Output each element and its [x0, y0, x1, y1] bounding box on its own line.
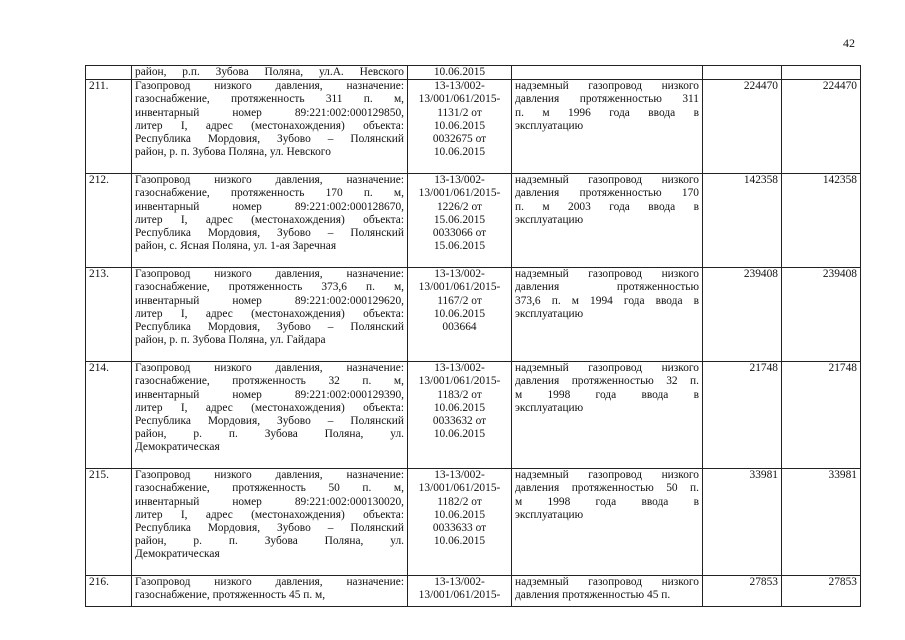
desc-line: Газопровод низкого давления, назначение:	[135, 469, 404, 482]
reg-line: 10.06.2015	[433, 146, 486, 159]
reg-line: 13/001/061/2015-	[418, 93, 501, 106]
reg-line: 0032675 от	[432, 133, 487, 146]
desc-line: литер I, адрес (местонахождения) объекта:	[135, 508, 404, 521]
desc-line: Республика Мордовия, Зубово – Полянский	[135, 133, 404, 146]
row-number-cell: 212.	[86, 174, 132, 268]
characteristics-cell	[512, 80, 703, 174]
desc-line: район, р.п. Зубова Поляна, ул.А. Невского	[135, 66, 404, 78]
desc-line: Республика Мордовия, Зубово – Полянский	[135, 522, 404, 535]
note-line: надземный газопровод низкого	[515, 362, 699, 375]
value-cell: 224470	[782, 80, 861, 174]
table-row	[86, 362, 861, 469]
reg-line: 13-13/002-	[434, 80, 485, 93]
desc-line: Республика Мордовия, Зубово – Полянский	[135, 321, 404, 334]
reg-line: 10.06.2015	[433, 428, 486, 441]
row-number-cell: 215.	[86, 469, 132, 576]
characteristics-cell	[512, 268, 703, 362]
note-line: надземный газопровод низкого	[515, 268, 699, 281]
desc-line: Республика Мордовия, Зубово – Полянский	[135, 227, 404, 240]
value-cell: 33981	[782, 469, 861, 576]
table-row	[86, 268, 861, 362]
note-line: м 1998 года ввода в	[515, 495, 699, 508]
reg-line: 0033632 от	[432, 415, 487, 428]
characteristics-cell	[512, 362, 703, 469]
registration-cell	[408, 80, 512, 174]
desc-line: газоснабжение, протяженность 373,6 п. м,	[135, 281, 404, 294]
reg-line: 1167/2 от	[437, 294, 482, 307]
note-line: давления протяженностью 45 п.	[515, 589, 671, 602]
table-row	[86, 174, 861, 268]
object-description-cell	[132, 576, 408, 607]
object-description-cell	[132, 268, 408, 362]
reg-line: 13/001/061/2015-	[418, 281, 501, 294]
note-line: п. м 1996 года ввода в	[515, 106, 699, 119]
reg-line: 1131/2 от	[437, 106, 482, 119]
note-line: давления протяженностью 311	[515, 93, 699, 106]
desc-line: район, р. п. Зубова Поляна, ул. Гайдара	[135, 334, 326, 347]
desc-line: Газопровод низкого давления, назначение:	[135, 80, 404, 93]
value-cell	[782, 66, 861, 80]
desc-line: газоснабжение, протяженность 32 п. м,	[135, 375, 404, 388]
desc-line: инвентарный номер 89:221:002:000130020,	[135, 495, 404, 508]
reg-line: 13/001/061/2015-	[418, 482, 501, 495]
value-cell	[703, 66, 782, 80]
desc-line: район, р. п. Зубова Поляна, ул. Невского	[135, 146, 331, 159]
note-line: надземный газопровод низкого	[515, 174, 699, 187]
note-line: эксплуатацию	[515, 213, 584, 226]
page-number: 42	[843, 36, 855, 50]
desc-line: газоснабжение, протяженность 45 п. м,	[135, 589, 326, 602]
registration-cell	[408, 66, 512, 80]
table-row	[86, 80, 861, 174]
reg-line: 13-13/002-	[434, 576, 485, 589]
note-line: давления протяженностью	[515, 281, 699, 294]
value-cell: 224470	[703, 80, 782, 174]
value-cell: 239408	[703, 268, 782, 362]
table-row	[86, 66, 861, 80]
characteristics-cell	[512, 576, 703, 607]
table-row	[86, 576, 861, 607]
reg-line: 1183/2 от	[437, 388, 482, 401]
reg-line: 10.06.2015	[433, 535, 486, 548]
desc-line: газоснабжение, протяженность 50 п. м,	[135, 482, 404, 495]
note-line: надземный газопровод низкого	[515, 576, 699, 589]
registration-cell	[408, 268, 512, 362]
desc-line: Демократическая	[135, 548, 220, 561]
characteristics-cell	[512, 469, 703, 576]
reg-line: 13-13/002-	[434, 469, 485, 482]
characteristics-cell	[512, 66, 703, 80]
desc-line: инвентарный номер 89:221:002:000128670,	[135, 200, 404, 213]
characteristics-cell	[512, 174, 703, 268]
row-number-cell: 213.	[86, 268, 132, 362]
table-row	[86, 469, 861, 576]
reg-line: 0033066 от	[432, 227, 487, 240]
reg-line: 10.06.2015	[433, 508, 486, 521]
value-cell: 239408	[782, 268, 861, 362]
object-description-cell	[132, 362, 408, 469]
value-cell: 142358	[703, 174, 782, 268]
desc-line: литер I, адрес (местонахождения) объекта:	[135, 401, 404, 414]
desc-line: район, р. п. Зубова Поляна, ул.	[135, 535, 404, 548]
note-line: м 1998 года ввода в	[515, 388, 699, 401]
value-cell: 21748	[703, 362, 782, 469]
note-line: п. м 2003 года ввода в	[515, 200, 699, 213]
desc-line: инвентарный номер 89:221:002:000129390,	[135, 388, 404, 401]
note-line: надземный газопровод низкого	[515, 469, 699, 482]
desc-line: Демократическая	[135, 441, 220, 454]
note-line: эксплуатацию	[515, 401, 584, 414]
value-cell: 142358	[782, 174, 861, 268]
object-description-cell	[132, 174, 408, 268]
value-cell: 33981	[703, 469, 782, 576]
register-table	[85, 65, 861, 607]
desc-line: газоснабжение, протяженность 311 п. м,	[135, 93, 404, 106]
value-cell: 21748	[782, 362, 861, 469]
desc-line: район, с. Ясная Поляна, ул. 1-ая Заречная	[135, 240, 337, 253]
reg-line: 003664	[442, 321, 477, 334]
desc-line: газоснабжение, протяженность 170 п. м,	[135, 187, 404, 200]
desc-line: Газопровод низкого давления, назначение:	[135, 268, 404, 281]
reg-line: 1182/2 от	[437, 495, 482, 508]
registration-cell	[408, 362, 512, 469]
row-number-cell: 211.	[86, 80, 132, 174]
desc-line: Газопровод низкого давления, назначение:	[135, 362, 404, 375]
reg-line: 13-13/002-	[434, 268, 485, 281]
row-number-cell: 214.	[86, 362, 132, 469]
desc-line: Республика Мордовия, Зубово – Полянский	[135, 415, 404, 428]
reg-line: 13/001/061/2015-	[418, 375, 501, 388]
note-line: эксплуатацию	[515, 508, 584, 521]
object-description-cell	[132, 66, 408, 80]
note-line: давления протяженностью 170	[515, 187, 699, 200]
object-description-cell	[132, 469, 408, 576]
registration-cell	[408, 469, 512, 576]
row-number-cell: 216.	[86, 576, 132, 607]
desc-line: Газопровод низкого давления, назначение:	[135, 174, 404, 187]
note-line: давления протяженностью 50 п.	[515, 482, 699, 495]
registration-cell	[408, 174, 512, 268]
value-cell: 27853	[782, 576, 861, 607]
value-cell: 27853	[703, 576, 782, 607]
desc-line: литер I, адрес (местонахождения) объекта:	[135, 119, 404, 132]
register-table-body	[86, 66, 861, 607]
desc-line: инвентарный номер 89:221:002:000129620,	[135, 294, 404, 307]
desc-line: район, р. п. Зубова Поляна, ул.	[135, 428, 404, 441]
desc-line: литер I, адрес (местонахождения) объекта:	[135, 213, 404, 226]
note-line: давления протяженностью 32 п.	[515, 375, 699, 388]
note-line: эксплуатацию	[515, 119, 584, 132]
reg-line: 10.06.2015	[433, 307, 486, 320]
note-line: эксплуатацию	[515, 307, 584, 320]
desc-line: Газопровод низкого давления, назначение:	[135, 576, 404, 589]
row-number-cell	[86, 66, 132, 80]
reg-line: 13-13/002-	[434, 362, 485, 375]
desc-line: литер I, адрес (местонахождения) объекта:	[135, 307, 404, 320]
registration-cell	[408, 576, 512, 607]
reg-line: 13/001/061/2015-	[418, 589, 501, 602]
reg-line: 13/001/061/2015-	[418, 187, 501, 200]
reg-line: 1226/2 от	[436, 200, 482, 213]
reg-line: 13-13/002-	[434, 174, 485, 187]
note-line: надземный газопровод низкого	[515, 80, 699, 93]
reg-line: 15.06.2015	[433, 213, 486, 226]
reg-line: 15.06.2015	[433, 240, 486, 253]
object-description-cell	[132, 80, 408, 174]
reg-line: 10.06.2015	[433, 66, 486, 78]
reg-line: 0033633 от	[432, 522, 487, 535]
desc-line: инвентарный номер 89:221:002:000129850,	[135, 106, 404, 119]
reg-line: 10.06.2015	[433, 119, 486, 132]
note-line: 373,6 п. м 1994 года ввода в	[515, 294, 699, 307]
reg-line: 10.06.2015	[433, 401, 486, 414]
